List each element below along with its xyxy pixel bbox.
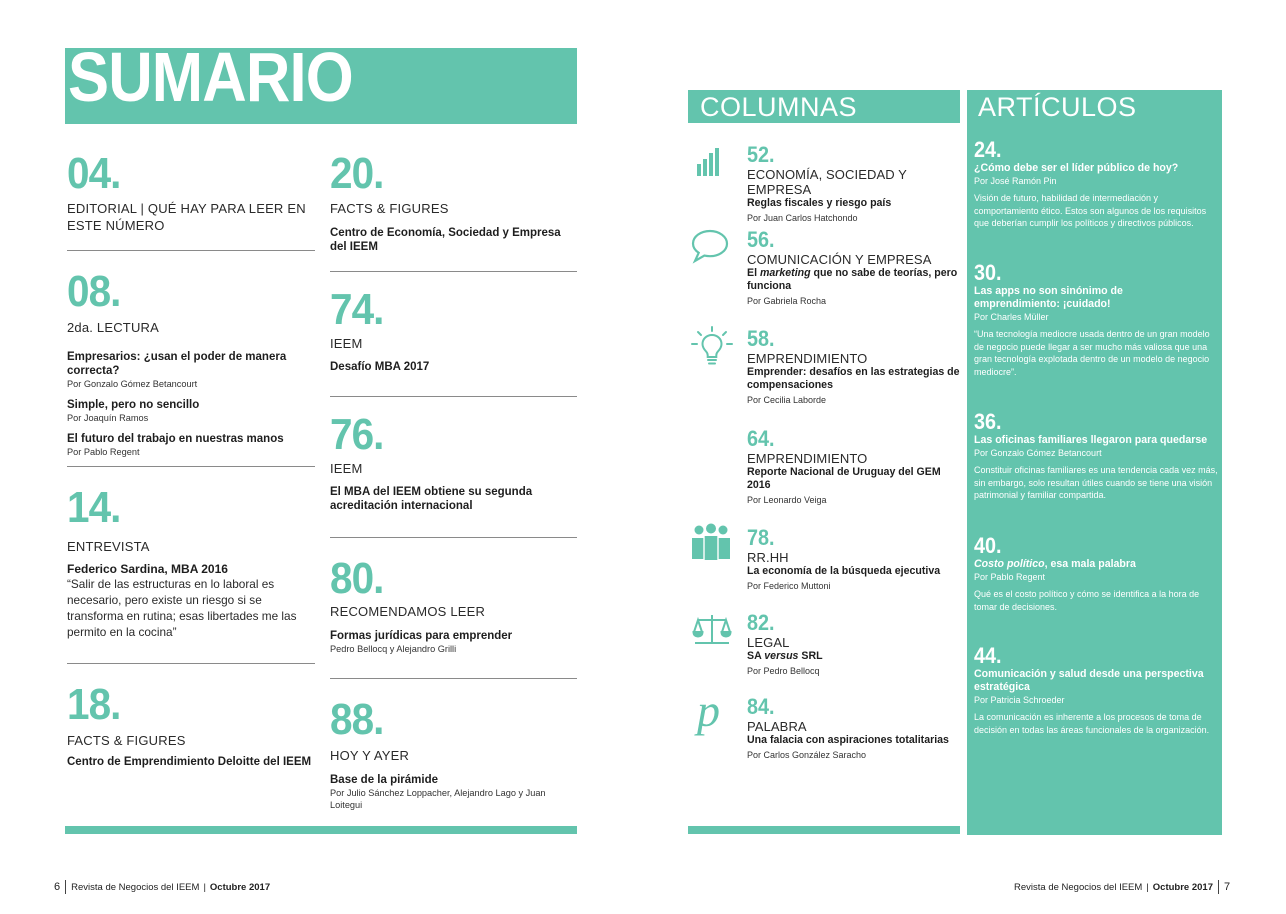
articulo-entry-36[interactable]: [974, 411, 1218, 502]
magazine-name: Revista de Negocios del IEEM: [1014, 882, 1143, 893]
sumario-col1-entry-08: [67, 267, 319, 458]
footer-right: [1014, 880, 1230, 895]
item-title: Empresarios: ¿usan el poder de manera correcta?: [67, 351, 287, 377]
item-author: Por Charles Müller: [974, 312, 1049, 322]
articulo-entry-24[interactable]: [974, 139, 1218, 230]
columna-entry-82[interactable]: [747, 612, 962, 677]
page-number: 18.: [67, 680, 121, 729]
divider: [330, 537, 577, 538]
title-emphasis: marketing: [759, 267, 811, 279]
sumario-col2-entry-80: [330, 554, 575, 655]
item-title: [747, 650, 962, 663]
page-number: 64.: [747, 426, 775, 451]
section-name: LEGAL: [747, 635, 790, 650]
list-item[interactable]: [67, 350, 319, 390]
issue-date: Octubre 2017: [209, 882, 271, 893]
section-name: EMPRENDIMIENTO: [747, 451, 868, 466]
articulos-title: ARTÍCULOS: [978, 92, 1137, 122]
title-text: El: [747, 267, 760, 279]
section-name: EDITORIAL | QUÉ HAY PARA LEER EN ESTE NÚMERO: [67, 201, 306, 233]
list-item[interactable]: [330, 360, 575, 374]
page-number: 30.: [974, 260, 1002, 285]
divider: [67, 250, 315, 251]
columnas-header: [688, 90, 960, 123]
page-number: 24.: [974, 137, 1002, 162]
sumario-col2-entry-74: [330, 285, 575, 374]
divider: [67, 466, 315, 467]
list-item[interactable]: [67, 562, 317, 640]
item-title: [974, 558, 1218, 571]
item-title: Reglas fiscales y riesgo país: [747, 197, 892, 209]
section-name: IEEM: [330, 461, 363, 476]
item-author: Por Gonzalo Gómez Betancourt: [974, 448, 1102, 458]
item-author: Por Leonardo Veiga: [747, 495, 827, 505]
divider: [330, 678, 577, 679]
list-item[interactable]: [330, 773, 565, 811]
page-title: SUMARIO: [68, 48, 353, 116]
section-name: EMPRENDIMIENTO: [747, 351, 868, 366]
columna-entry-56[interactable]: [747, 229, 962, 307]
title-emphasis: Costo político: [974, 558, 1045, 570]
section-name: RECOMENDAMOS LEER: [330, 604, 486, 619]
item-author: Por Gabriela Rocha: [747, 296, 827, 306]
divider: [330, 396, 577, 397]
sumario-col2-entry-20: [330, 149, 575, 254]
bottom-bar: [65, 826, 577, 834]
page-number: 80.: [330, 554, 384, 603]
folio-right: 7: [1223, 881, 1231, 893]
item-title: Centro de Economía, Sociedad y Empresa del IEEM: [330, 227, 561, 253]
item-author: Por Juan Carlos Hatchondo: [747, 213, 858, 223]
item-title: Una falacia con aspiraciones totalitarias: [747, 734, 949, 746]
page-number: 56.: [747, 227, 775, 252]
columna-entry-84[interactable]: [747, 696, 962, 761]
section-name: RR.HH: [747, 550, 789, 565]
speech-bubble-icon: [690, 228, 730, 264]
item-title: El futuro del trabajo en nuestras manos: [67, 433, 284, 445]
sumario-col2-entry-76: [330, 410, 575, 513]
title-emphasis: versus: [764, 650, 799, 662]
item-title: ¿Cómo debe ser el líder público de hoy?: [974, 162, 1179, 174]
page-number: 74.: [330, 285, 384, 334]
item-author: Por Pedro Bellocq: [747, 666, 820, 676]
sumario-col1-entry-04: [67, 149, 317, 234]
title-text: SRL: [798, 650, 823, 662]
bar-chart-icon: [695, 147, 723, 177]
pipe-separator: |: [1146, 882, 1149, 893]
section-name: 2da. LECTURA: [67, 320, 159, 335]
scales-icon: [692, 612, 732, 648]
magazine-name: Revista de Negocios del IEEM: [71, 882, 200, 893]
page-number: 78.: [747, 525, 775, 550]
page-number: 76.: [330, 410, 384, 459]
item-title: Federico Sardina, MBA 2016: [67, 562, 228, 576]
page-number: 82.: [747, 610, 775, 635]
columna-entry-64[interactable]: [747, 428, 962, 506]
page-number: 04.: [67, 149, 121, 198]
item-title: Las oficinas familiares llegaron para quedarse: [974, 434, 1208, 446]
item-author: Por Julio Sánchez Loppacher, Alejandro Lago y Juan Loitegui: [330, 788, 546, 810]
articulo-entry-44[interactable]: [974, 645, 1218, 736]
sumario-col1-entry-14: [67, 483, 317, 640]
divider: [330, 271, 577, 272]
item-author: Por Carlos González Saracho: [747, 750, 867, 760]
lightbulb-icon: [690, 326, 734, 366]
articulo-entry-40[interactable]: [974, 535, 1218, 613]
list-item[interactable]: [330, 485, 575, 513]
item-author: Por Pablo Regent: [974, 572, 1046, 582]
page-number: 84.: [747, 694, 775, 719]
section-name: ECONOMÍA, SOCIEDAD Y EMPRESA: [747, 167, 907, 197]
divider: [65, 880, 66, 894]
sumario-col1-entry-18: [67, 680, 317, 769]
item-author: Por Pablo Regent: [67, 447, 140, 457]
page-number: 40.: [974, 533, 1002, 558]
section-name: HOY Y AYER: [330, 748, 410, 763]
section-name: IEEM: [330, 336, 363, 351]
list-item[interactable]: [67, 432, 319, 458]
item-author: Por Federico Muttoni: [747, 581, 831, 591]
item-title: Desafío MBA 2017: [330, 361, 430, 373]
item-description: Qué es el costo político y cómo se identifica a la hora de tomar de decisiones.: [974, 589, 1200, 612]
page-number: 88.: [330, 695, 384, 744]
item-author: Por José Ramón Pin: [974, 176, 1057, 186]
section-name: COMUNICACIÓN Y EMPRESA: [747, 252, 932, 267]
section-name: FACTS & FIGURES: [330, 201, 449, 216]
item-author: Por Joaquín Ramos: [67, 413, 149, 423]
page-number: 14.: [67, 483, 121, 532]
item-title: [747, 267, 962, 293]
folio-left: 6: [54, 881, 61, 893]
divider: [67, 663, 315, 664]
item-author: Por Gonzalo Gómez Betancourt: [67, 379, 198, 389]
columnas-bottom-bar: [688, 826, 960, 834]
item-title: Reporte Nacional de Uruguay del GEM 2016: [747, 466, 941, 491]
item-author: Por Patricia Schroeder: [974, 695, 1065, 705]
list-item[interactable]: [67, 398, 319, 424]
articulo-entry-30[interactable]: [974, 262, 1222, 378]
item-title: Simple, pero no sencillo: [67, 399, 200, 411]
divider: [1218, 880, 1219, 894]
page-number: 52.: [747, 142, 775, 167]
item-title: Las apps no son sinónimo de emprendimiento: ¡cuidado!: [974, 285, 1123, 310]
item-title: La economía de la búsqueda ejecutiva: [747, 565, 941, 577]
columna-entry-58[interactable]: [747, 328, 962, 406]
item-description: La comunicación es inherente a los procesos de toma de decisión en todas las áreas funcionales de la organización.: [974, 712, 1210, 735]
item-author: Por Cecilia Laborde: [747, 395, 827, 405]
title-text: que no sabe de teorías, pero funciona: [747, 267, 958, 292]
columna-entry-52[interactable]: [747, 144, 962, 224]
item-author: Pedro Bellocq y Alejandro Grilli: [330, 644, 457, 654]
interview-quote: “Salir de las estructuras en lo laboral es necesario, pero existe un riesgo si se transforma en rutina; esas libertades me las permito en la cocina”: [67, 577, 297, 639]
sumario-col2-entry-88: [330, 695, 565, 811]
item-title: El MBA del IEEM obtiene su segunda acreditación internacional: [330, 486, 533, 512]
title-text: , esa mala palabra: [1044, 558, 1136, 570]
list-item[interactable]: [67, 755, 317, 769]
section-name: PALABRA: [747, 719, 807, 734]
list-item[interactable]: [330, 226, 575, 254]
section-name: FACTS & FIGURES: [67, 733, 186, 748]
columnas-title: COLUMNAS: [700, 92, 858, 122]
page-number: 36.: [974, 409, 1002, 434]
item-description: Constituir oficinas familiares es una tendencia cada vez más, sin embargo, solo resultan útiles cuando se tiene una visión patrimonial y familiar compartida.: [974, 465, 1218, 500]
page-number: 20.: [330, 149, 384, 198]
issue-date: Octubre 2017: [1152, 882, 1213, 893]
pipe-separator: |: [203, 882, 206, 893]
page-number: 44.: [974, 643, 1002, 668]
letter-p-icon: p: [697, 685, 720, 736]
item-title: Base de la pirámide: [330, 774, 439, 786]
people-icon: [690, 523, 732, 561]
item-title: Formas jurídicas para emprender: [330, 630, 513, 642]
sumario-banner: [65, 48, 577, 124]
footer-left: [54, 880, 270, 895]
item-title: Emprender: desafíos en las estrategias de compensaciones: [747, 366, 960, 391]
list-item[interactable]: [330, 629, 575, 655]
section-name: ENTREVISTA: [67, 539, 150, 554]
item-description: “Una tecnología mediocre usada dentro de un gran modelo de negocio puede llegar a ser mucho más valiosa que una gran tecnología explotada dentro de un modelo de negocio mediocre”.: [974, 329, 1210, 377]
title-text: SA: [747, 650, 765, 662]
item-description: Visión de futuro, habilidad de intermediación y comportamiento ético. Estos son algunos de los requisitos que deberían cumplir los políticos y directivos públicos.: [974, 193, 1207, 228]
page-number: 58.: [747, 326, 775, 351]
page-number: 08.: [67, 267, 121, 316]
item-title: Centro de Emprendimiento Deloitte del IEEM: [67, 756, 312, 768]
columna-entry-78[interactable]: [747, 527, 962, 592]
item-title: Comunicación y salud desde una perspectiva estratégica: [974, 668, 1204, 693]
